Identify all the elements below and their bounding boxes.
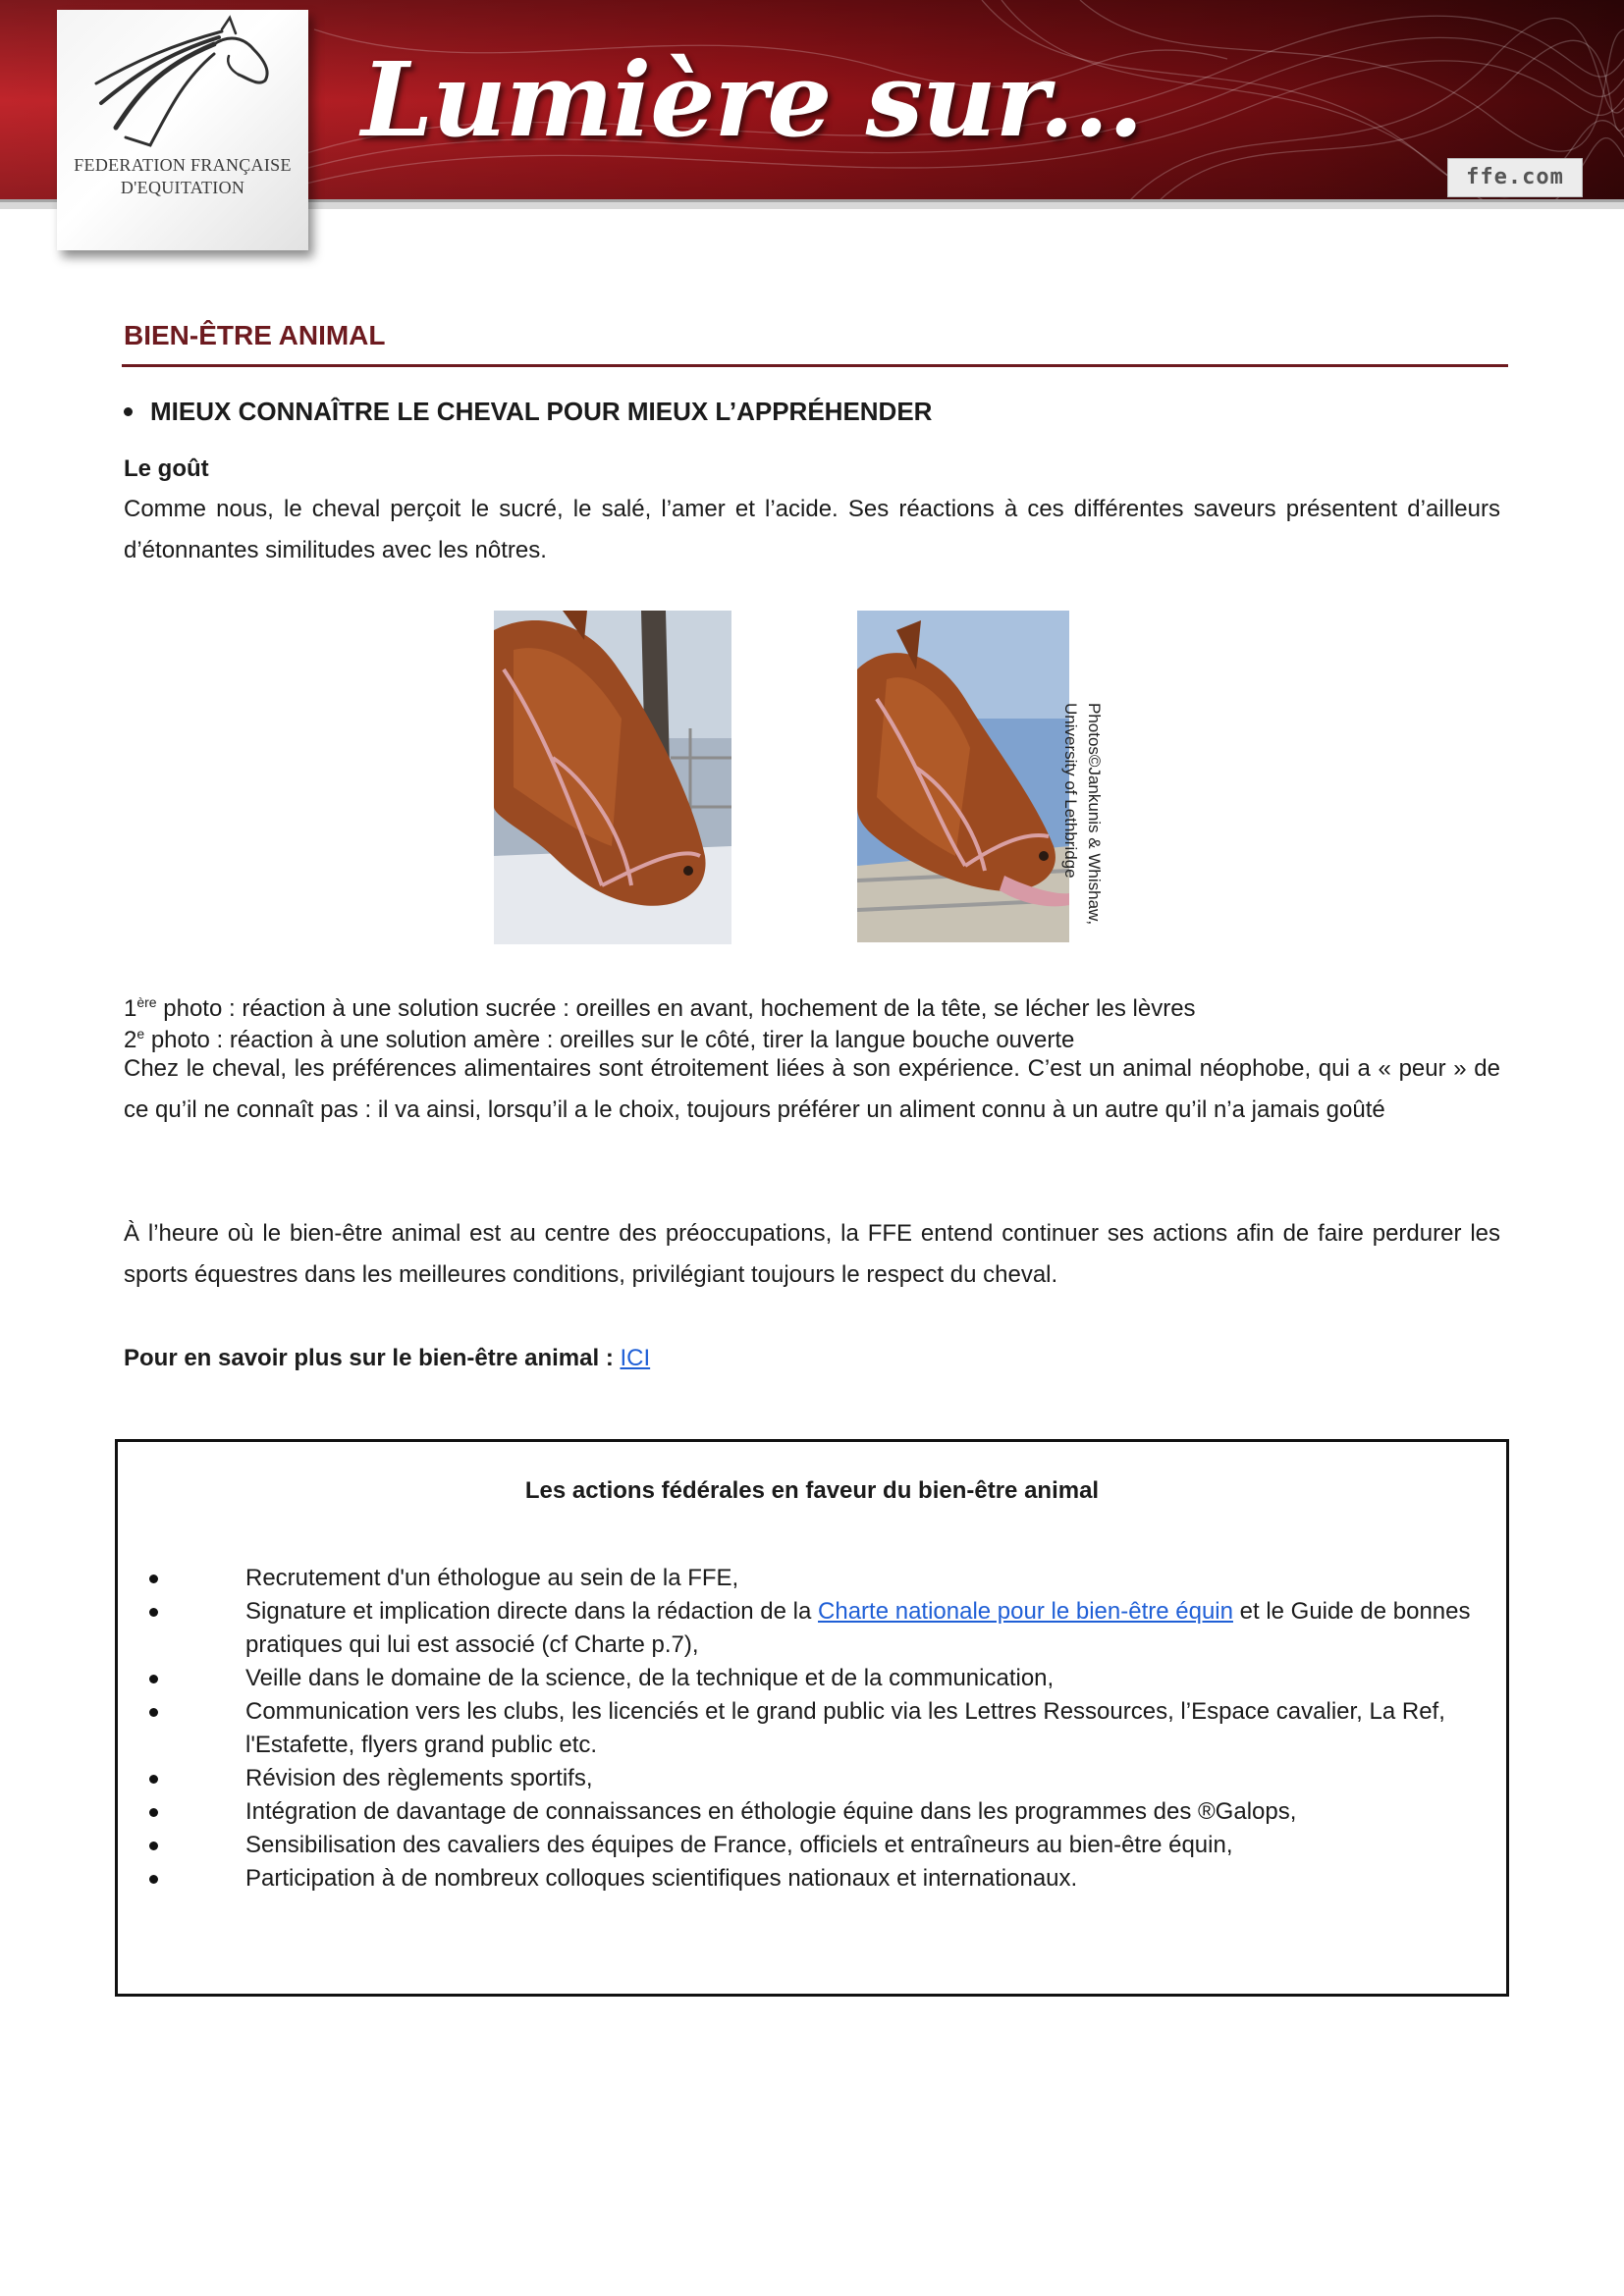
ffe-paragraph: À l’heure où le bien-être animal est au centre des préoccupations, la FFE entend continuer ses actions afin de faire perdurer les sports équestres dans les meilleures conditions, privilégiant toujours le respect du cheval.: [124, 1220, 1500, 1288]
action-item-4: Communication vers les clubs, les licenciés et le grand public via les Lettres Ressources, l’Espace cavalier, La Ref, l'Estafette, flyers grand public etc.: [245, 1698, 1445, 1758]
action-item-7: Sensibilisation des cavaliers des équipes de France, officiels et entraîneurs au bien-être équin,: [245, 1832, 1233, 1858]
bullet-icon: [149, 1775, 158, 1784]
logo-text-line2: D'EQUITATION: [120, 178, 245, 197]
horse-photo-bitter: [857, 611, 1069, 942]
list-item: [149, 1695, 1485, 1762]
actions-list: [149, 1562, 1485, 1896]
action-item-5: Révision des règlements sportifs,: [245, 1765, 593, 1791]
logo-text-line1: FEDERATION FRANÇAISE: [74, 155, 292, 175]
preferences-paragraph: Chez le cheval, les préférences alimentaires sont étroitement liées à son expérience. C’est un animal néophobe, qui a « peur » de ce qu’il ne connaît pas : il va ainsi, lorsqu’il a le choix, toujours préférer un aliment connu à un autre qu’il n’a jamais goûté: [124, 1055, 1500, 1123]
photo-credit: [1047, 703, 1106, 938]
bullet-icon: [149, 1575, 158, 1583]
subheading-text: MIEUX CONNAÎTRE LE CHEVAL POUR MIEUX L’APPRÉHENDER: [150, 397, 933, 426]
site-link[interactable]: ffe.com: [1447, 158, 1583, 197]
bullet-icon: [149, 1708, 158, 1717]
list-item: [149, 1562, 1485, 1595]
actions-box: [115, 1439, 1509, 1997]
taste-heading: Le goût: [124, 455, 209, 482]
action-item-3: Veille dans le domaine de la science, de la technique et de la communication,: [245, 1665, 1055, 1691]
list-item: [149, 1862, 1485, 1896]
section-title: BIEN-ÊTRE ANIMAL: [124, 320, 386, 350]
more-info-line: [124, 1338, 1500, 1379]
charter-link[interactable]: Charte nationale pour le bien-être équin: [818, 1598, 1233, 1625]
photo-credit-line1: Photos©Jankunis & Whishaw,: [1085, 703, 1104, 926]
bullet-icon: [149, 1842, 158, 1850]
caption-2-number: 2: [124, 1027, 137, 1053]
photo-credit-line2: University of Lethbridge: [1061, 703, 1080, 879]
taste-intro: Comme nous, le cheval perçoit le sucré, le salé, l’amer et l’acide. Ses réactions à ces différentes saveurs présentent d’ailleurs d’étonnantes similitudes avec les nôtres.: [124, 496, 1500, 563]
caption-2-ordinal: e: [136, 1026, 145, 1041]
list-item: [149, 1595, 1485, 1662]
bullet-icon: [149, 1675, 158, 1683]
banner-title: Lumière sur...: [361, 39, 1143, 160]
more-info-link[interactable]: ICI: [620, 1345, 651, 1371]
subheading: [124, 397, 932, 427]
bullet-icon: [149, 1808, 158, 1817]
action-item-8: Participation à de nombreux colloques scientifiques nationaux et internationaux.: [245, 1865, 1078, 1892]
action-item-2-after: et le Guide de bonnes pratiques qui lui est associé (cf Charte p.7),: [245, 1598, 1471, 1658]
list-item: [149, 1829, 1485, 1862]
bullet-icon: [149, 1875, 158, 1884]
action-item-1: Recrutement d'un éthologue au sein de la FFE,: [245, 1565, 739, 1591]
horse-logo-icon: [57, 10, 308, 152]
ffe-logo: [57, 10, 308, 250]
caption-2-text: photo : réaction à une solution amère : oreilles sur le côté, tirer la langue bouche ouverte: [144, 1027, 1075, 1053]
list-item: [149, 1795, 1485, 1829]
actions-box-title: Les actions fédérales en faveur du bien-être animal: [524, 1477, 1100, 1504]
action-item-6: Intégration de davantage de connaissances en éthologie équine dans les programmes des ®Galops,: [245, 1798, 1297, 1825]
list-item: [149, 1662, 1485, 1695]
section-divider: [122, 364, 1508, 367]
more-info-label: Pour en savoir plus sur le bien-être animal :: [124, 1345, 621, 1371]
action-item-2-before: Signature et implication directe dans la rédaction de la: [245, 1598, 819, 1625]
list-item: [149, 1762, 1485, 1795]
bullet-icon: [124, 407, 133, 416]
caption-1-ordinal: ère: [136, 994, 157, 1010]
horse-photo-sweet: [494, 611, 731, 944]
header-banner: [0, 0, 1624, 211]
bullet-icon: [149, 1608, 158, 1617]
caption-1-text: photo : réaction à une solution sucrée : oreilles en avant, hochement de la tête, se lécher les lèvres: [156, 995, 1196, 1022]
caption-1-number: 1: [124, 995, 137, 1022]
